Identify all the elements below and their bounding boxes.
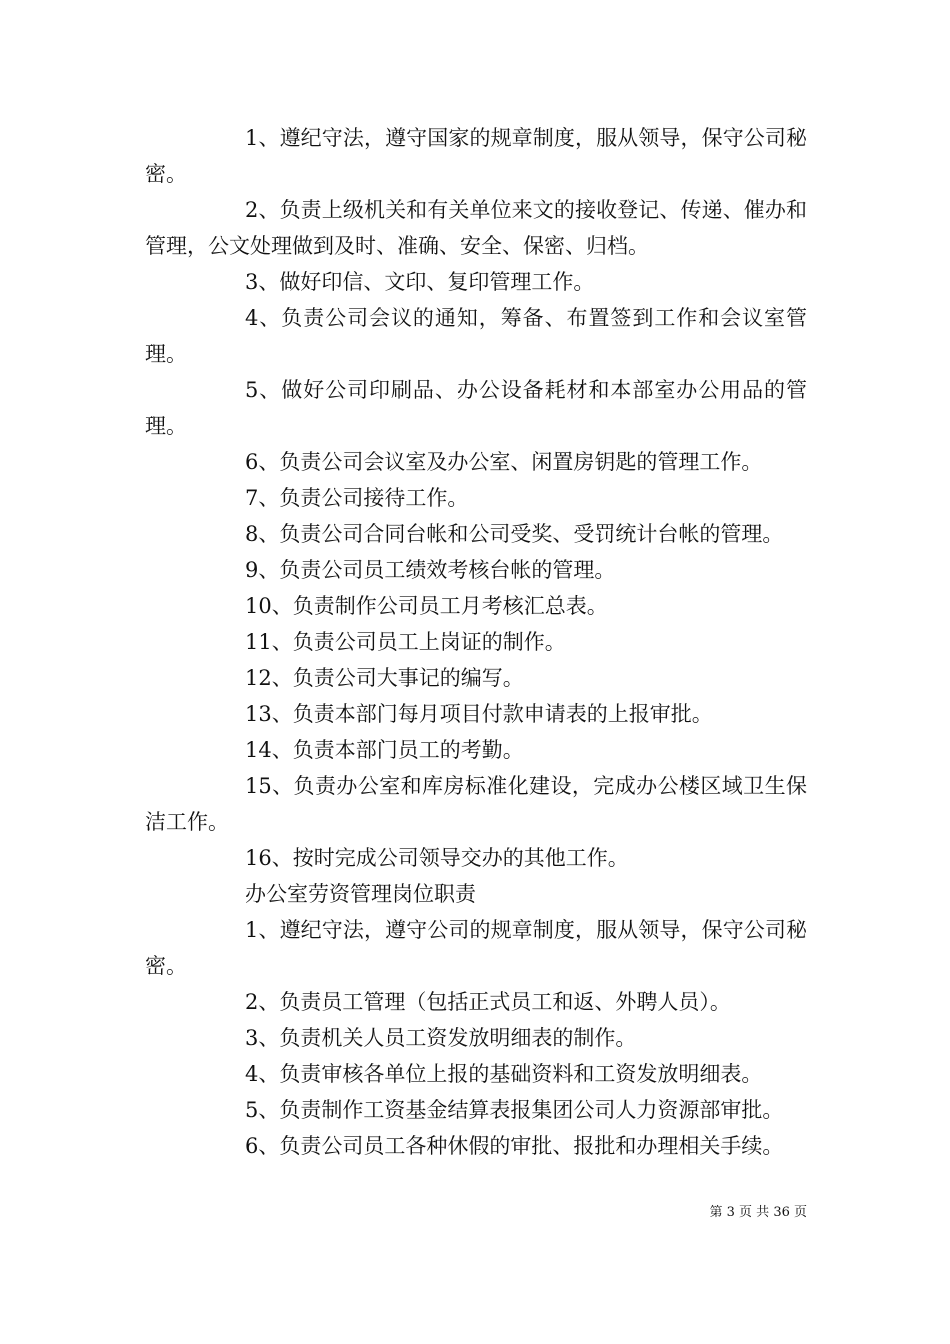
paragraph: 4、负责公司会议的通知，筹备、布置签到工作和会议室管理。 (145, 306, 807, 366)
paragraph: 14、负责本部门员工的考勤。 (245, 738, 524, 762)
paragraph: 7、负责公司接待工作。 (245, 486, 469, 510)
paragraph: 3、负责机关人员工资发放明细表的制作。 (245, 1026, 637, 1050)
paragraph: 3、做好印信、文印、复印管理工作。 (245, 270, 595, 294)
paragraph: 15、负责办公室和库房标准化建设，完成办公楼区域卫生保洁工作。 (145, 774, 807, 834)
paragraph: 5、负责制作工资基金结算表报集团公司人力资源部审批。 (245, 1098, 784, 1122)
paragraph: 11、负责公司员工上岗证的制作。 (245, 630, 566, 654)
document-body (145, 120, 807, 1164)
paragraph: 10、负责制作公司员工月考核汇总表。 (245, 594, 608, 618)
paragraph: 6、负责公司员工各种休假的审批、报批和办理相关手续。 (245, 1134, 784, 1158)
paragraph: 9、负责公司员工绩效考核台帐的管理。 (245, 558, 616, 582)
paragraph: 16、按时完成公司领导交办的其他工作。 (245, 846, 629, 870)
paragraph: 5、做好公司印刷品、办公设备耗材和本部室办公用品的管理。 (145, 378, 807, 438)
paragraph: 2、负责员工管理（包括正式员工和返、外聘人员）。 (245, 990, 731, 1014)
page-number-footer: 第 3 页 共 36 页 (709, 1205, 807, 1220)
paragraph: 1、遵纪守法，遵守国家的规章制度，服从领导，保守公司秘密。 (145, 126, 807, 186)
section-heading: 办公室劳资管理岗位职责 (245, 882, 476, 906)
paragraph: 4、负责审核各单位上报的基础资料和工资发放明细表。 (245, 1062, 763, 1086)
paragraph: 13、负责本部门每月项目付款申请表的上报审批。 (245, 702, 713, 726)
paragraph: 2、负责上级机关和有关单位来文的接收登记、传递、催办和管理，公文处理做到及时、准确、安全、保密、归档。 (145, 198, 807, 258)
paragraph: 12、负责公司大事记的编写。 (245, 666, 524, 690)
paragraph: 1、遵纪守法，遵守公司的规章制度，服从领导，保守公司秘密。 (145, 918, 807, 978)
paragraph: 8、负责公司合同台帐和公司受奖、受罚统计台帐的管理。 (245, 522, 784, 546)
paragraph: 6、负责公司会议室及办公室、闲置房钥匙的管理工作。 (245, 450, 763, 474)
